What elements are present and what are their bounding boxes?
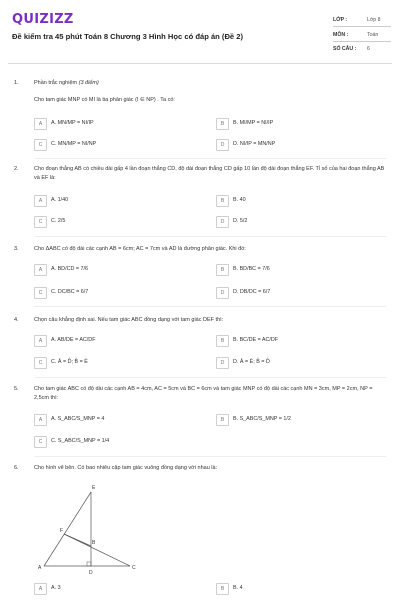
question-text: Cho ΔABC có độ dài các cạnh AB = 6cm; AC = 7cm và AD là đường phân giác. Khi đó: <box>34 246 246 252</box>
meta-subject <box>333 32 379 38</box>
question-text <box>34 79 386 88</box>
header <box>0 0 400 62</box>
option-letter: C <box>34 436 47 448</box>
option-letter: B <box>216 583 229 595</box>
question-text: Cho tam giác ABC có độ dài các cạnh AB = 4cm, AC = 5cm và BC = 6cm và tam giác MNP có độ dài các cạnh MN = 3cm, MP = 2cm, NP = 2,5cm thì: <box>34 386 373 401</box>
option-d[interactable] <box>216 357 386 369</box>
meta-class-value: Lớp 8 <box>367 17 381 23</box>
option-letter: B <box>216 264 229 276</box>
question-subtext: Cho tam giác MNP có MI là tia phân giác (I ∈ NP) . Ta có: <box>34 97 175 103</box>
option-d[interactable] <box>216 287 386 299</box>
option-a[interactable] <box>34 264 204 276</box>
option-text: D. Â = Ê; B̂ = D̂ <box>233 359 270 365</box>
option-text: B. BD/BC = 7/6 <box>233 266 270 272</box>
option-letter: A <box>34 414 47 426</box>
option-letter: A <box>34 118 47 130</box>
option-a[interactable] <box>34 195 204 207</box>
figure-label-e: E <box>92 485 96 491</box>
question-divider <box>34 236 386 237</box>
option-letter: C <box>34 139 47 151</box>
question-number: 1. <box>14 80 19 86</box>
option-letter: C <box>34 216 47 228</box>
option-text: A. 1/40 <box>51 197 69 203</box>
option-letter: A <box>34 583 47 595</box>
option-text: D. NI/IP = MN/NP <box>233 141 276 147</box>
option-text: C. MN/MP = NI/NP <box>51 141 97 147</box>
meta-subject-label: MÔN : <box>333 32 349 38</box>
meta-count-value: 6 <box>367 46 370 52</box>
option-a[interactable] <box>34 335 204 347</box>
option-b[interactable] <box>216 195 386 207</box>
option-letter: D <box>216 139 229 151</box>
option-letter: A <box>34 335 47 347</box>
option-d[interactable] <box>216 139 386 151</box>
question-number: 6. <box>14 465 19 471</box>
figure-label-a: A <box>38 565 42 571</box>
question-text: Cho hình vẽ bên. Có bao nhiêu cặp tam giác vuông đồng dạng với nhau là: <box>34 465 218 471</box>
figure-label-c: C <box>132 565 136 571</box>
option-letter: C <box>34 357 47 369</box>
option-c[interactable] <box>34 216 204 228</box>
option-letter: B <box>216 118 229 130</box>
question-note: (3 điểm) <box>78 80 99 86</box>
meta-divider <box>333 26 391 27</box>
option-text: B. 4 <box>233 585 243 591</box>
option-text: A. S_ABC/S_MNP = 4 <box>51 416 105 422</box>
question-number: 2. <box>14 166 19 172</box>
right-angle-mark <box>87 562 91 566</box>
meta-class-label: LỚP : <box>333 17 348 23</box>
option-letter: B <box>216 335 229 347</box>
option-text: B. 40 <box>233 197 246 203</box>
question-number: 4. <box>14 317 19 323</box>
option-letter: D <box>216 216 229 228</box>
quizizz-logo: QUIZIZZ <box>12 12 74 27</box>
meta-divider <box>333 41 391 42</box>
option-b[interactable] <box>216 414 386 426</box>
option-letter: B <box>216 414 229 426</box>
option-text: B. BC/DE = AC/DF <box>233 337 279 343</box>
option-b[interactable] <box>216 583 386 595</box>
option-c[interactable] <box>34 436 204 448</box>
option-a[interactable] <box>34 118 204 130</box>
option-text: C. Â = D̂; B̂ = Ê <box>51 359 88 365</box>
option-b[interactable] <box>216 118 386 130</box>
header-divider <box>8 63 392 64</box>
figure-label-b: B <box>92 540 96 546</box>
option-text: A. 3 <box>51 585 61 591</box>
option-c[interactable] <box>34 357 204 369</box>
option-letter: B <box>216 195 229 207</box>
figure-label-d: D <box>89 570 93 576</box>
meta-subject-value: Toán <box>367 32 379 38</box>
option-letter: C <box>34 287 47 299</box>
option-a[interactable] <box>34 414 204 426</box>
option-d[interactable] <box>216 216 386 228</box>
option-text: B. MI/MP = NI/IP <box>233 120 274 126</box>
option-c[interactable] <box>34 139 204 151</box>
question-divider <box>34 306 386 307</box>
meta-count-label: SỐ CÂU : <box>333 46 357 52</box>
option-text: A. MN/MP = NI/IP <box>51 120 94 126</box>
option-b[interactable] <box>216 264 386 276</box>
option-c[interactable] <box>34 287 204 299</box>
question-text: Cho đoạn thẳng AB có chiều dài gấp 4 lần đoạn thẳng CD, độ dài đoạn thẳng CD gấp 10 lần độ dài đoạn thẳng EF. Tỉ số của hai đoạn thẳng AB và EF là: <box>34 166 385 181</box>
option-letter: A <box>34 264 47 276</box>
option-text: C. DC/BC = 6/7 <box>51 289 89 295</box>
question-heading: Phần trắc nghiệm <box>34 80 78 86</box>
meta-count <box>333 46 370 52</box>
option-text: A. BD/CD = 7/6 <box>51 266 89 272</box>
geometry-figure <box>34 478 144 576</box>
question-divider <box>34 158 386 159</box>
option-letter: A <box>34 195 47 207</box>
figure-label-f: F <box>60 528 64 534</box>
question-number: 5. <box>14 386 19 392</box>
document-title: Đề kiểm tra 45 phút Toán 8 Chương 3 Hình Học có đáp án (Đề 2) <box>12 32 244 41</box>
option-letter: D <box>216 287 229 299</box>
option-text: C. 2/5 <box>51 218 66 224</box>
question-number: 3. <box>14 246 19 252</box>
option-text: B. S_ABC/S_MNP = 1/2 <box>233 416 291 422</box>
option-text: D. DB/DC = 6/7 <box>233 289 271 295</box>
question-divider <box>34 377 386 378</box>
option-b[interactable] <box>216 335 386 347</box>
option-text: A. AB/DE = AC/DF <box>51 337 96 343</box>
question-text: Chọn câu khẳng định sai. Nếu tam giác ABC đồng dạng với tam giác DEF thì: <box>34 317 224 323</box>
option-text: C. S_ABC/S_MNP = 1/4 <box>51 438 110 444</box>
option-a[interactable] <box>34 583 204 595</box>
option-text: D. 5/2 <box>233 218 248 224</box>
option-letter: D <box>216 357 229 369</box>
meta-class <box>333 17 381 23</box>
question-divider <box>34 456 386 457</box>
